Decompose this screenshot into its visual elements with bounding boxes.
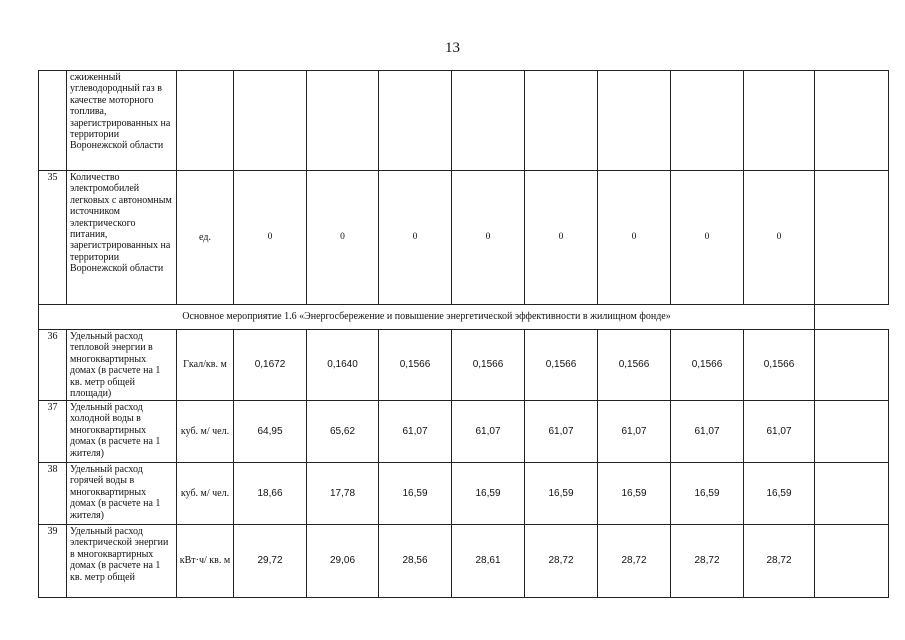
value-cell: 0,1566 — [525, 330, 598, 401]
table-row — [39, 525, 889, 598]
indicator-name: Удельный расход электрической энергии в многоквартирных домах (в расчете на 1 кв. метр общей — [67, 525, 177, 598]
value-cell: 0,1566 — [671, 330, 744, 401]
value-cell: 61,07 — [525, 401, 598, 463]
value-cell: 0 — [379, 171, 452, 305]
value-cell — [815, 525, 889, 598]
value-cell: 16,59 — [744, 463, 815, 525]
value-cell: 0 — [671, 171, 744, 305]
indicator-name: Удельный расход горячей воды в многоквартирных домах (в расчете на 1 жителя) — [67, 463, 177, 525]
value-cell: 28,72 — [525, 525, 598, 598]
value-cell — [815, 71, 889, 171]
row-number: 37 — [39, 401, 67, 463]
value-cell — [815, 401, 889, 463]
unit-cell: куб. м/ чел. — [177, 401, 234, 463]
value-cell: 61,07 — [598, 401, 671, 463]
value-cell: 61,07 — [744, 401, 815, 463]
row-number — [39, 71, 67, 171]
unit-cell: Гкал/кв. м — [177, 330, 234, 401]
value-cell: 16,59 — [671, 463, 744, 525]
section-row — [39, 305, 889, 330]
value-cell: 0 — [598, 171, 671, 305]
value-cell: 64,95 — [234, 401, 307, 463]
value-cell: 61,07 — [671, 401, 744, 463]
value-cell: 0 — [307, 171, 379, 305]
unit-cell: ед. — [177, 171, 234, 305]
value-cell: 61,07 — [379, 401, 452, 463]
table-row — [39, 463, 889, 525]
value-cell — [815, 171, 889, 305]
value-cell: 0,1672 — [234, 330, 307, 401]
value-cell — [307, 71, 379, 171]
unit-cell: кВт·ч/ кв. м — [177, 525, 234, 598]
value-cell: 16,59 — [598, 463, 671, 525]
indicator-name: Количество электромобилей легковых с автономным источником электрического питания, зарегистрированных на территории Воронежской области — [67, 171, 177, 305]
value-cell — [671, 71, 744, 171]
section-title: Основное мероприятие 1.6 «Энергосбережение и повышение энергетической эффективности в жилищном фонде» — [39, 305, 815, 330]
row-number: 38 — [39, 463, 67, 525]
value-cell: 61,07 — [452, 401, 525, 463]
value-cell: 28,56 — [379, 525, 452, 598]
table-row — [39, 401, 889, 463]
unit-cell — [177, 71, 234, 171]
value-cell: 28,61 — [452, 525, 525, 598]
table-row — [39, 330, 889, 401]
value-cell: 16,59 — [525, 463, 598, 525]
indicator-name: Удельный расход холодной воды в многоквартирных домах (в расчете на 1 жителя) — [67, 401, 177, 463]
value-cell — [234, 71, 307, 171]
value-cell: 0 — [452, 171, 525, 305]
value-cell: 0 — [744, 171, 815, 305]
row-number: 35 — [39, 171, 67, 305]
value-cell: 28,72 — [744, 525, 815, 598]
value-cell — [452, 71, 525, 171]
value-cell — [815, 330, 889, 401]
value-cell: 0 — [234, 171, 307, 305]
row-number: 39 — [39, 525, 67, 598]
value-cell: 0 — [525, 171, 598, 305]
table-row — [39, 171, 889, 305]
indicator-name: Удельный расход тепловой энергии в многоквартирных домах (в расчете на 1 кв. метр общей площади) — [67, 330, 177, 401]
table-row — [39, 71, 889, 171]
unit-cell: куб. м/ чел. — [177, 463, 234, 525]
value-cell — [598, 71, 671, 171]
value-cell: 65,62 — [307, 401, 379, 463]
indicator-name: сжиженный углеводородный газ в качестве моторного топлива, зарегистрированных на территории Воронежской области — [67, 71, 177, 171]
value-cell: 0,1566 — [452, 330, 525, 401]
value-cell: 29,06 — [307, 525, 379, 598]
value-cell: 16,59 — [379, 463, 452, 525]
value-cell: 0,1640 — [307, 330, 379, 401]
value-cell — [815, 463, 889, 525]
value-cell: 0,1566 — [744, 330, 815, 401]
value-cell: 0,1566 — [379, 330, 452, 401]
indicators-table — [38, 70, 889, 598]
value-cell: 29,72 — [234, 525, 307, 598]
value-cell — [525, 71, 598, 171]
value-cell — [379, 71, 452, 171]
value-cell: 18,66 — [234, 463, 307, 525]
row-number: 36 — [39, 330, 67, 401]
value-cell: 17,78 — [307, 463, 379, 525]
value-cell: 28,72 — [598, 525, 671, 598]
value-cell: 0,1566 — [598, 330, 671, 401]
value-cell: 28,72 — [671, 525, 744, 598]
value-cell: 16,59 — [452, 463, 525, 525]
value-cell — [744, 71, 815, 171]
page-number: 13 — [445, 40, 460, 56]
